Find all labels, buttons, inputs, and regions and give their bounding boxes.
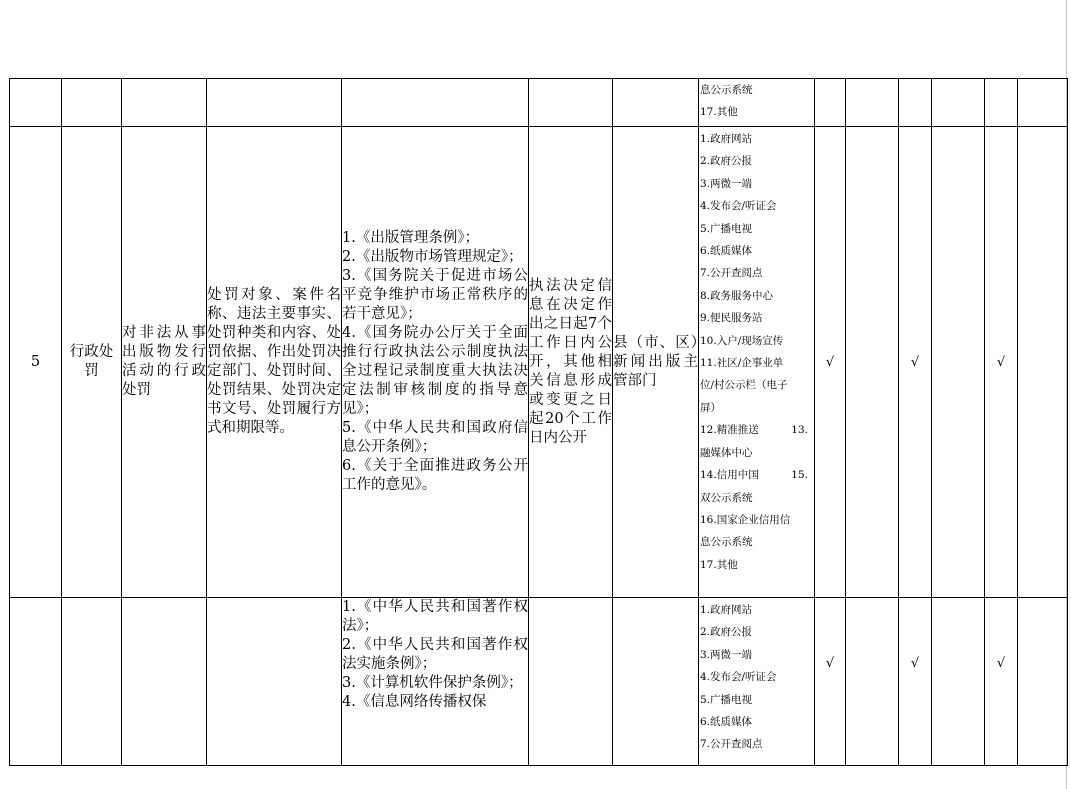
channel-item: 5.广播电视 [700, 693, 753, 706]
channel-item: 4.发布会/听证会 [700, 200, 777, 213]
basis-item: 1.《中华人民共和国著作权法》； [342, 599, 528, 634]
cell-item: 对非法从事出版物发行活动的行政处罚 [122, 127, 207, 598]
cell-check-4 [932, 79, 985, 127]
channel-item: 5.广播电视 [700, 222, 753, 235]
cell-seq [10, 598, 62, 766]
cell-time-limit: 执法决定信息在决定作出之日起7个工作日内公开，其他相关信息形成或变更之日起20个工作日内公开 [529, 127, 613, 598]
cell-category [62, 598, 122, 766]
cell-content: 处罚对象、案件名称、违法主要事实、处罚种类和内容、处罚依据、作出处罚决定部门、处罚时间、处罚结果、处罚决定书文号、处罚履行方式和期限等。 [207, 127, 342, 598]
cell-check-4 [932, 127, 985, 598]
check-mark: √ [815, 598, 846, 766]
cell-basis [342, 598, 529, 766]
channel-item [700, 419, 814, 441]
cell-channels [699, 598, 815, 766]
channel-item: 16.国家企业信用信 [700, 513, 791, 526]
basis-item: 2.《出版物市场管理规定》； [342, 249, 523, 265]
channel-item: 双公示系统 [700, 491, 753, 504]
cell-basis [342, 79, 529, 127]
cell-seq [10, 79, 62, 127]
cell-check-4 [932, 598, 985, 766]
channel-item: 9.便民服务站 [700, 312, 763, 325]
channel-item-right: 15. [791, 469, 808, 482]
channel-item: 7.公开查阅点 [700, 738, 763, 751]
basis-item: 6.《关于全面推进政务公开工作的意见》。 [342, 458, 528, 493]
channel-item: 3.两微一端 [700, 648, 753, 661]
basis-item: 3.《计算机软件保护条例》； [342, 675, 523, 691]
channel-item: 1.政府网站 [700, 133, 753, 145]
check-mark: √ [899, 127, 932, 598]
cell-check-2 [846, 79, 899, 127]
basis-item: 4.《信息网络传播权保 [342, 694, 487, 710]
cell-subject [613, 79, 699, 127]
basis-item: 4.《国务院办公厅关于全面推行行政执法公示制度执法全过程记录制度重大执法决定法制审核制度的指导意见》； [342, 325, 528, 417]
basis-item: 2.《中华人民共和国著作权法实施条例》； [342, 637, 528, 672]
cell-channels [699, 79, 815, 127]
cell-time-limit [529, 598, 613, 766]
cell-category: 行政处罚 [62, 127, 122, 598]
cell-check-2 [846, 127, 899, 598]
cell-time-limit [529, 79, 613, 127]
table-row-5 [10, 127, 1068, 598]
channel-item: 融媒体中心 [700, 446, 753, 459]
channel-item: 8.政务服务中心 [700, 289, 774, 302]
channel-item-right: 13. [791, 424, 808, 437]
channel-item: 17.其他 [700, 106, 738, 119]
cell-check-2 [846, 598, 899, 766]
channel-item: 6.纸质媒体 [700, 245, 753, 258]
channel-item-left: 12.精准推送 [700, 424, 759, 437]
channel-item-left: 14.信用中国 [700, 469, 759, 482]
channel-item: 7.公开查阅点 [700, 267, 763, 280]
cell-check-6 [1018, 127, 1068, 598]
cell-channels [699, 127, 815, 598]
cell-check-5 [985, 79, 1018, 127]
channel-item: 位/村公示栏（电子 [700, 379, 788, 392]
cell-check-1 [815, 79, 846, 127]
channel-item: 息公示系统 [700, 536, 753, 549]
table-row-continuation [10, 79, 1068, 127]
cell-item [122, 79, 207, 127]
check-mark: √ [899, 598, 932, 766]
channel-item: 6.纸质媒体 [700, 716, 753, 729]
basis-item: 3.《国务院关于促进市场公平竞争维护市场正常秩序的若干意见》； [342, 268, 528, 322]
cell-check-6 [1018, 79, 1068, 127]
channel-item: 17.其他 [700, 558, 738, 571]
check-mark: √ [985, 127, 1018, 598]
cell-seq: 5 [10, 127, 62, 598]
channel-item: 4.发布会/听证会 [700, 671, 777, 684]
basis-item: 5.《中华人民共和国政府信息公开条例》； [342, 420, 528, 455]
table-row-6 [10, 598, 1068, 766]
check-mark: √ [985, 598, 1018, 766]
channel-item: 息公示系统 [700, 84, 753, 96]
channel-item: 10.入户/现场宣传 [700, 334, 784, 347]
basis-item: 1.《出版管理条例》； [342, 230, 480, 246]
cell-basis [342, 127, 529, 598]
check-mark: √ [815, 127, 846, 598]
cell-item [122, 598, 207, 766]
channel-item: 1.政府网站 [700, 604, 753, 616]
channel-item: 2.政府公报 [700, 155, 753, 168]
cell-subject: 县（市、区）新闻出版主管部门 [613, 127, 699, 598]
cell-check-6 [1018, 598, 1068, 766]
cell-content [207, 79, 342, 127]
channel-item: 11.社区/企事业单 [700, 357, 784, 370]
cell-content [207, 598, 342, 766]
channel-item [700, 464, 814, 486]
cell-category [62, 79, 122, 127]
disclosure-table [9, 78, 1068, 766]
channel-item: 3.两微一端 [700, 177, 753, 190]
channel-item: 2.政府公报 [700, 626, 753, 639]
cell-subject [613, 598, 699, 766]
cell-check-3 [899, 79, 932, 127]
channel-item: 屏） [700, 401, 721, 414]
